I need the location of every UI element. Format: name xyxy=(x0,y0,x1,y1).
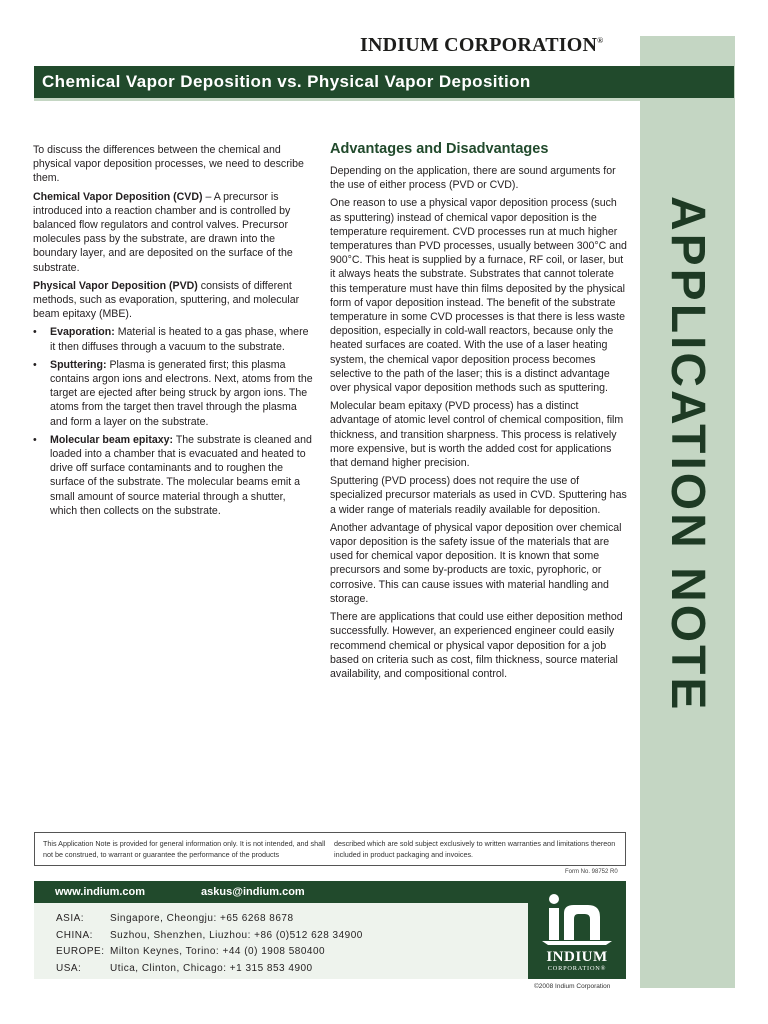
list-item-sputtering xyxy=(33,358,313,429)
copyright: ©2008 Indium Corporation xyxy=(534,983,611,990)
email-link[interactable]: askus@indium.com xyxy=(201,886,305,898)
bullet-term: Evaporation: xyxy=(50,326,115,339)
website-link[interactable]: www.indium.com xyxy=(55,886,146,898)
bullet-text: The substrate is cleaned and loaded into a chamber that is evacuated and heated to drive off surface contaminants and to roughen the surface of the substrate. The molecular beams emit a small amount of source material through a shutter, which then collects on the substrate. xyxy=(50,433,312,517)
paragraph: Sputtering (PVD process) does not require the use of specialized precursor materials as used in CVD. Sputtering has a wider range of materials readily available for deposition. xyxy=(330,475,627,516)
bullet-icon: • xyxy=(33,326,37,339)
office-region: USA: xyxy=(56,962,82,974)
application-note-label: APPLICATION NOTE xyxy=(661,196,714,713)
intro-paragraph: To discuss the differences between the chemical and physical vapor deposition processes, we need to describe them. xyxy=(33,144,304,185)
office-details: Singapore, Cheongju: +65 6268 8678 xyxy=(110,913,294,924)
bullet-icon: • xyxy=(33,358,37,371)
brand-text: INDIUM CORPORATION xyxy=(360,34,598,56)
pvd-term: Physical Vapor Deposition (PVD) xyxy=(33,279,198,292)
bullet-text: Material is heated to a gas phase, where it then diffuses through a vacuum to the substrate. xyxy=(50,326,309,353)
left-column xyxy=(33,143,313,522)
disclaimer-text-1: This Application Note is provided for general information only. It is not intended, and shall not be construed, to warrant or guarantee the performance of the products xyxy=(43,839,326,859)
indium-logo-icon xyxy=(528,883,626,949)
bullet-term: Sputtering: xyxy=(50,358,107,371)
paragraph: One reason to use a physical vapor deposition process (such as sputtering) instead of chemical vapor deposition is the temperature requirement. CVD processes run at much higher temperatures than PVD processes, usually between 300°C and 900°C. This heat is supplied by a furnace, RF coil, or laser, but it always heats the substrate. Substrates that cannot tolerate this temperature must have thin films deposited by the physical form of vapor deposition instead. The benefit of the substrate temperature in some CVD processes is that there is less waste deposition, especially in cold-wall reactors, because only the heated surfaces are coated. With the use of a laser heating system, the chemical vapor deposition process becomes selective to the path of the laser; this is a distinct advantage over physical vapor deposition methods such as sputtering. xyxy=(330,197,627,395)
cvd-paragraph xyxy=(33,190,313,275)
cvd-text: – A precursor is introduced into a reaction chamber and is controlled by balanced flow regulators and control valves. Precursor molecules pass by the substrate, are drawn into the boundary layer, and are deposited on the surface of the substrate. xyxy=(33,190,293,274)
office-region: ASIA: xyxy=(56,913,85,924)
paragraph: There are applications that could use either deposition method successfully. However, an experienced engineer could easily recommend chemical or physical vapor deposition for a job based on criteria such as cost, film thickness, source material availability, and compositional control. xyxy=(330,611,623,680)
bullet-term: Molecular beam epitaxy: xyxy=(50,433,174,446)
bullet-icon: • xyxy=(33,433,37,446)
logo-word: INDIUM xyxy=(546,949,608,965)
brand-name xyxy=(360,34,603,57)
list-item-evaporation xyxy=(33,325,313,353)
section-heading: Advantages and Disadvantages xyxy=(330,141,549,157)
form-number: Form No. 98752 R0 xyxy=(565,869,618,875)
contact-footer xyxy=(34,881,626,979)
pvd-methods-list xyxy=(33,325,313,518)
office-region: EUROPE: xyxy=(56,946,105,957)
logo-subtitle: CORPORATION® xyxy=(547,965,607,972)
paragraph: Molecular beam epitaxy (PVD process) has a distinct advantage of atomic level control of chemical composition, film thickness, and transition sharpness. This process is relatively more expensive, but is worth the added cost for applications that demand higher precision. xyxy=(330,400,624,470)
right-column xyxy=(330,141,628,685)
office-details: Suzhou, Shenzhen, Liuzhou: +86 (0)512 628 34900 xyxy=(110,929,363,941)
paragraph: Depending on the application, there are sound arguments for the use of either process (PVD or CVD). xyxy=(330,165,616,192)
pvd-text: consists of different methods, such as evaporation, sputtering, and molecular beam epitaxy (MBE). xyxy=(33,279,300,321)
registered-mark: ® xyxy=(597,36,604,45)
office-region: CHINA: xyxy=(56,929,93,941)
disclaimer-box xyxy=(34,832,626,866)
paragraph: Another advantage of physical vapor deposition over chemical vapor deposition is the safety issue of the materials that are used for chemical vapor deposition. It is known that some precursors and some by-products are toxic, pyrophoric, or corrosive. This can cause issues with material handling and storage. xyxy=(330,521,622,605)
title-bar xyxy=(34,66,734,101)
pvd-paragraph xyxy=(33,279,313,322)
bullet-text: Plasma is generated first; this plasma contains argon ions and electrons. Next, atoms from the target are ejected after being struck by argon ions. The atoms from the target then travel through the plasma and form a layer on the substrate. xyxy=(50,358,313,428)
disclaimer-text-2: described which are sold subject exclusively to written warranties and limitations thereon included in product packaging and invoices. xyxy=(334,839,616,859)
office-details: Milton Keynes, Torino: +44 (0) 1908 580400 xyxy=(110,946,326,957)
office-details: Utica, Clinton, Chicago: +1 315 853 4900 xyxy=(110,962,313,974)
list-item-mbe xyxy=(33,433,313,518)
page-title: Chemical Vapor Deposition vs. Physical Vapor Deposition xyxy=(42,72,531,91)
cvd-term: Chemical Vapor Deposition (CVD) xyxy=(33,190,203,203)
indium-logo xyxy=(528,881,626,979)
